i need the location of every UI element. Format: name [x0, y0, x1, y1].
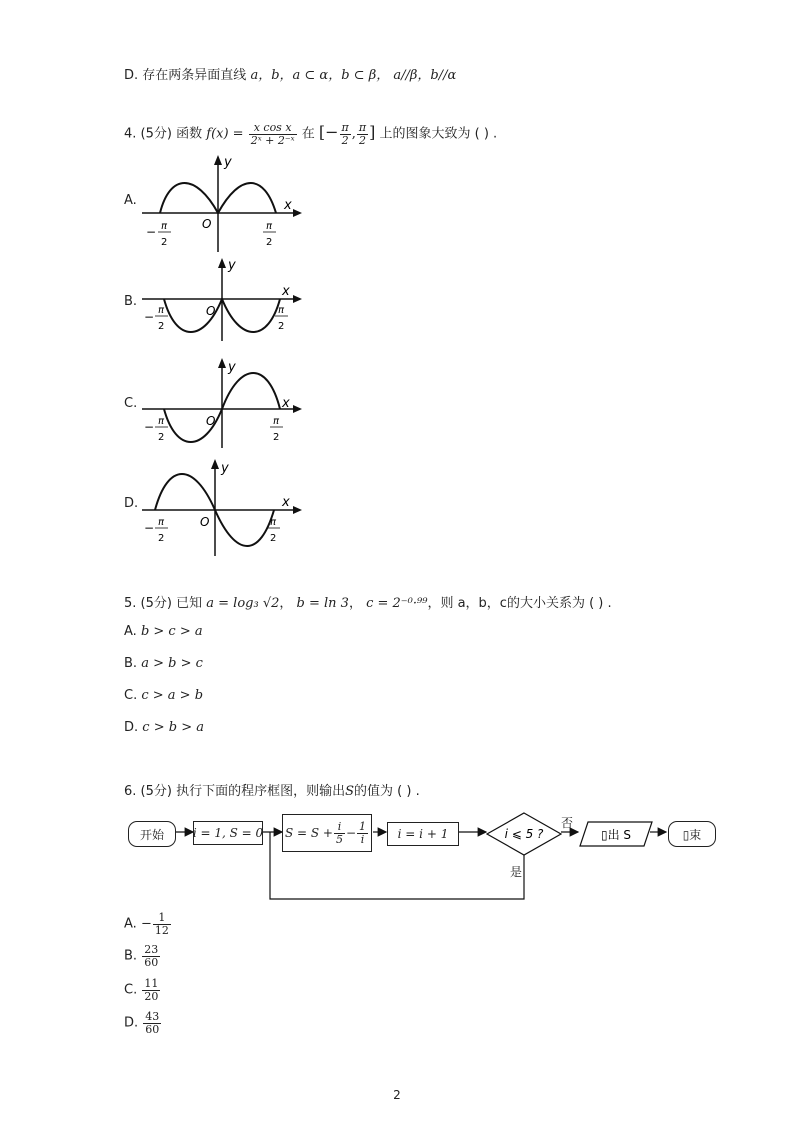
option-fraction: $\frac{23}{60}$	[144, 943, 159, 969]
x-axis-arrow	[293, 295, 302, 303]
option-text: a > b > c	[141, 656, 203, 671]
two-tick-left: 2	[158, 432, 165, 443]
option-label: C.	[124, 982, 138, 998]
question-6-stem	[124, 780, 420, 799]
output-text: ▯出 S	[600, 828, 632, 842]
option-label: D.	[124, 1015, 139, 1031]
two-tick-right: 2	[266, 237, 273, 248]
pi-tick-right: π	[270, 517, 277, 528]
pi-tick-right: π	[266, 221, 273, 232]
flow-update	[282, 814, 372, 852]
pi-tick-left: π	[158, 416, 165, 427]
b-definition: b = ln 3	[296, 596, 349, 611]
option-label: A.	[124, 624, 137, 639]
x-axis-arrow	[293, 209, 302, 217]
flow-increment: i = i + 1	[387, 822, 459, 846]
two-tick-left: 2	[158, 533, 165, 544]
q5-option-d	[124, 720, 204, 735]
flow-no-label: 否	[561, 816, 574, 830]
y-axis-arrow	[218, 258, 226, 268]
q6-option-c	[124, 978, 161, 1002]
question-4-stem: 4. (5分) 函数 f(x) = $\frac{\text{x cos x}}{\text{2ˣ + 2⁻ˣ}}$ 在 [− $\frac{\pi}{2}$ , $\frac{\pi}{2}$ ] 上的图象大致为 ( ) .	[124, 121, 498, 147]
x-axis-arrow	[293, 405, 302, 413]
stem-text: ，则	[427, 596, 454, 611]
stem-text: 函数	[176, 126, 203, 142]
flow-start: 开始	[128, 821, 176, 847]
neg-sign: −	[146, 225, 157, 239]
pi-tick-left: π	[161, 221, 168, 232]
page-number: 2	[393, 1088, 401, 1102]
option-label: B.	[124, 948, 138, 964]
neg-sign: −	[144, 521, 155, 535]
option-text: c > b > a	[142, 720, 204, 735]
two-tick-right: 2	[278, 321, 285, 332]
x-axis-arrow	[293, 506, 302, 514]
pi-tick-right: π	[278, 305, 285, 316]
origin-label: O	[206, 304, 216, 318]
question-number: 6.	[124, 784, 137, 799]
two-tick-right: 2	[273, 432, 280, 443]
x-label: x	[282, 396, 290, 411]
pi-tick-left: π	[158, 305, 165, 316]
frac-numerator: x cos x	[249, 122, 297, 135]
graph-c	[138, 355, 308, 450]
option-text: c > a > b	[141, 688, 204, 703]
question-points: (5分)	[140, 596, 172, 611]
pi-tick-left: π	[158, 517, 165, 528]
q4-option-b-label: B.	[124, 294, 138, 309]
interval-left: $\frac{\pi}{2}$	[341, 121, 349, 147]
flow-end: ▯束	[668, 821, 716, 847]
graph-b	[138, 255, 308, 343]
neg-sign: −	[144, 310, 155, 324]
stem-text: 上的图象大致为 ( ) .	[379, 126, 498, 142]
update-text: S = S +	[284, 826, 333, 840]
two-tick-right: 2	[270, 533, 277, 544]
q4-option-a-label: A.	[124, 193, 137, 208]
flow-output	[578, 821, 654, 847]
question-number: 5.	[124, 596, 137, 611]
y-axis-arrow	[211, 459, 219, 469]
question-points: (5分)	[140, 784, 172, 799]
flow-init: i = 1, S = 0	[193, 821, 263, 845]
y-label: y	[221, 461, 229, 476]
origin-label: O	[202, 217, 212, 231]
question-number: 4.	[124, 126, 137, 142]
update-frac-1: $\frac{i}{5}$	[335, 819, 343, 846]
stem-text: 在	[301, 126, 315, 142]
option-fraction: $\frac{1}{12}$	[154, 911, 169, 937]
stem-var: S	[345, 784, 355, 799]
stem-text: 执行下面的程序框图，则输出	[176, 784, 346, 799]
condition-text: i ⩽ 5 ?	[504, 827, 544, 841]
frac-denominator: 2ˣ + 2⁻ˣ	[250, 133, 295, 147]
two-tick-left: 2	[161, 237, 168, 248]
interval-close: ]	[369, 122, 376, 142]
option-text: 存在两条异面直线	[142, 68, 247, 83]
option-label: D.	[124, 68, 139, 83]
func-name: f(x) =	[206, 126, 244, 142]
graph-d	[138, 456, 308, 558]
option-label: D.	[124, 720, 139, 735]
q6-option-a	[124, 912, 172, 936]
q4-option-c-label: C.	[124, 396, 138, 411]
y-label: y	[228, 258, 236, 273]
flow-yes-label: 是	[510, 865, 523, 879]
x-label: x	[282, 284, 290, 299]
option-fraction: $\frac{43}{60}$	[145, 1010, 160, 1036]
option-math: a，b，a ⊂ α，b ⊂ β， a//β，b//α	[250, 68, 457, 83]
q6-option-d	[124, 1011, 162, 1035]
question-5-stem: 5. (5分) 已知 a = log₃ √2， b = ln 3， c = 2⁻⁰·⁹⁹，则 a，b，c的大小关系为 ( ) .	[124, 596, 612, 611]
option-text: b > c > a	[140, 624, 203, 639]
y-label: y	[228, 360, 236, 375]
origin-label: O	[206, 414, 216, 428]
stem-text: a，b，c的大小关系为 ( ) .	[457, 596, 612, 611]
flow-condition	[486, 812, 562, 856]
c-definition: c = 2⁻⁰·⁹⁹	[366, 596, 428, 611]
y-axis-arrow	[218, 358, 226, 368]
y-axis-arrow	[214, 155, 222, 165]
q5-option-b	[124, 656, 203, 671]
func-fraction	[249, 122, 297, 146]
stem-text: 已知	[176, 596, 203, 611]
q4-option-d-label: D.	[124, 496, 139, 511]
question-points: (5分)	[140, 126, 172, 142]
option-label: B.	[124, 656, 138, 671]
graph-a	[138, 152, 308, 257]
x-label: x	[282, 495, 290, 510]
interval-right: $\frac{\pi}{2}$	[358, 121, 367, 147]
option-label: C.	[124, 688, 138, 703]
option-label: A.	[124, 916, 137, 932]
x-label: x	[284, 198, 292, 213]
option-fraction: $\frac{11}{20}$	[144, 977, 159, 1003]
q5-option-a	[124, 624, 203, 639]
update-frac-2: $\frac{1}{i}$	[359, 819, 367, 846]
a-definition: a = log₃ √2	[206, 596, 280, 611]
two-tick-left: 2	[158, 321, 165, 332]
origin-label: O	[200, 515, 210, 529]
pi-tick-right: π	[273, 416, 280, 427]
interval-open: [−	[318, 122, 339, 142]
prev-option-d	[124, 64, 456, 83]
q6-option-b	[124, 944, 161, 968]
q5-option-c	[124, 688, 203, 703]
y-label: y	[224, 155, 232, 170]
option-sign: −	[140, 916, 152, 932]
update-minus: −	[345, 826, 357, 840]
neg-sign: −	[144, 420, 155, 434]
stem-text: 的值为 ( ) .	[354, 784, 420, 799]
